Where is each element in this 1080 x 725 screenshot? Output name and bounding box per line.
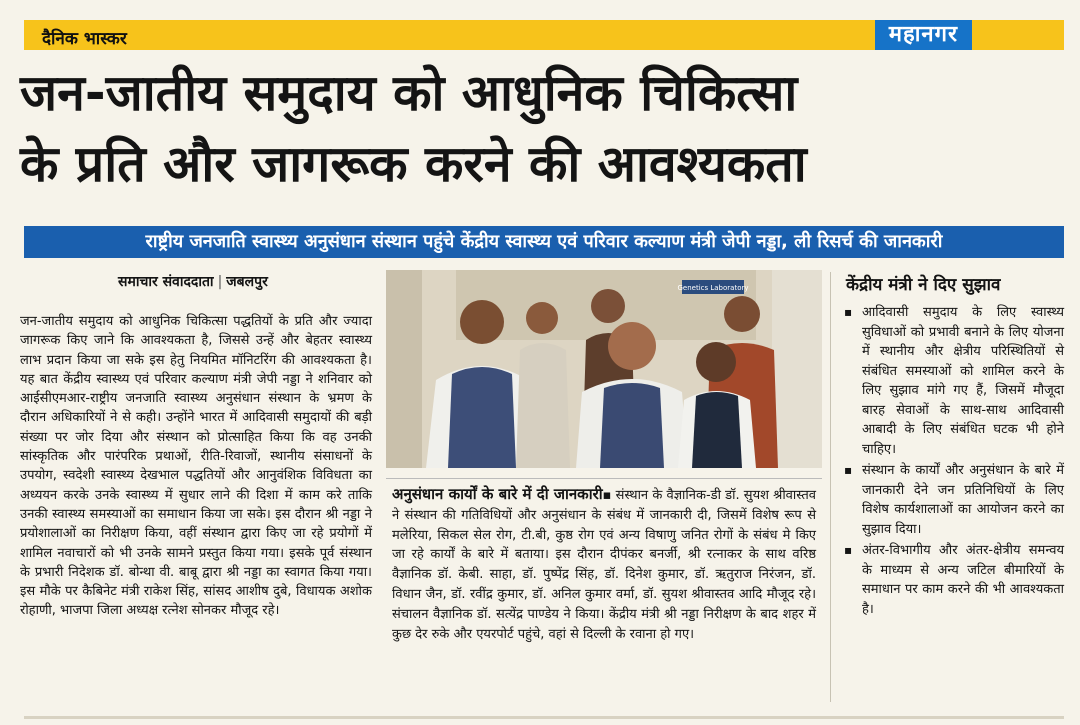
byline-separator: | xyxy=(217,274,223,290)
caption-lead: अनुसंधान कार्यों के बारे में दी जानकारी xyxy=(392,485,603,503)
paper-name: दैनिक भास्कर xyxy=(42,29,127,49)
caption-text: संस्थान के वैज्ञानिक-डी डॉ. सुयश श्रीवास्तव ने संस्थान की गतिविधियों और अनुसंधान के संबंध में जानकारी दी, जिसमें विशेष रूप से मलेरिया, सिकल सेल रोग, टी.बी, कुष्ठ रोग एवं अन्य विषाणु जनित रोगों के संबंध मे किए जा रहे कार्यों के बारे में बताया। इस दौरान दीपंकर बनर्जी, श्री रत्नाकर के साथ वरिष्ठ वैज्ञानिक डॉ. केबी. साहा, डॉ. पुष्पेंद्र सिंह, डॉ. दिनेश कुमार, डॉ. ऋतुराज निरंजन, डॉ. विधान जैन, डॉ. रवींद्र कुमार, डॉ. अनिल कुमार वर्मा, डॉ. सुयश श्रीवास्तव आदि मौजूद रहे। संचालन वैज्ञानिक डॉ. सत्येंद्र पाण्डेय ने किया। केंद्रीय मंत्री श्री नड्डा निरीक्षण के बाद शहर में कुछ देर रुके और एयरपोर्ट पहुंचे, वहां से दिल्ली के रवाना हो गए। xyxy=(392,488,816,642)
photo-caption xyxy=(386,478,822,650)
article-body: जन-जातीय समुदाय को आधुनिक चिकित्सा पद्धतियों के प्रति और ज्यादा जागरूक किए जाने कि आवश्यकता है, जिससे उन्हें और बेहतर स्वास्थ्य लाभ प्रदान किया जा सके इस हेतु नियमित मॉनिटरिंग की आवश्यकता है। यह बात केंद्रीय स्वास्थ्य एवं परिवार कल्याण मंत्री जेपी नड्डा ने शनिवार को आईसीएमआर-राष्ट्रीय जनजाति स्वास्थ्य अनुसंधान संस्थान के भ्रमण के दौरान अधिकारियों ने से कही। उन्होंने भारत में आदिवासी समुदायों की बड़ी संख्या पर जोर दिया और संस्थान को प्रोत्साहित किया कि वह उनकी सांस्कृतिक और पारंपरिक प्रथाओं, रीति-रिवाजों, स्थानीय संसाधनों के उपयोग, स्वदेशी स्वास्थ्य देखभाल पद्धतियों और आनुवंशिक विविधता का अध्ययन करके उनके स्वास्थ्य में सुधार लाने की दिशा में काम करे ताकि उनकी स्वास्थ्य समस्याओं का समाधान किया जा सके। इस दौरान श्री नड्डा ने प्रयोशालाओं का निरीक्षण किया, वहीं संस्थान द्वारा किए जा रहे प्रयोगों में शामिल नवाचारों को भी उनके सामने प्रस्तुत किया गया। इसके पूर्व संस्थान के प्रभारी निदेशक डॉ. बोन्था वी. बाबू द्वारा श्री नड्डा का स्वागत किया गया। इस मौके पर कैबिनेट मंत्री राकेश सिंह, सांसद आशीष दुबे, विधायक अशोक रोहाणी, भाजपा जिला अध्यक्ष रत्नेश सोनकर मौजूद रहे। xyxy=(20,314,372,619)
section-tag: महानगर xyxy=(875,20,972,50)
reporter-name: समाचार संवाददाता xyxy=(118,274,214,290)
byline-city: जबलपुर xyxy=(226,274,268,290)
sidebar-point: ▪ संस्थान के कार्यों और अनुसंधान के बारे में जानकारी देने जन प्रतिनिधियों के लिए विशेष कार्यशालाओं का आयोजन करने का सुझाव दिया। xyxy=(838,461,1064,539)
photo-illustration xyxy=(386,270,822,468)
lab-sign: Genetics Laboratory xyxy=(677,284,749,292)
news-photo xyxy=(386,270,822,468)
sidebar-title: केंद्रीय मंत्री ने दिए सुझाव xyxy=(846,275,1001,295)
sidebar-point: ▪ अंतर-विभागीय और अंतर-क्षेत्रीय समन्वय के माध्यम से अन्य जटिल बीमारियों के समाधान पर काम करने की भी आवश्यकता है। xyxy=(838,541,1064,619)
caption-bullet: ▪ xyxy=(602,488,616,503)
sidebar-point: ▪ आदिवासी समुदाय के लिए स्वास्थ्य सुविधाओं को प्रभावी बनाने के लिए योजना में स्थानीय और क्षेत्रीय परिस्थितियों से संबंधित समस्याओं को शामिल करने के लिए सुझाव मांगे गए हैं, जिसमें मौजूदा बारह सेवाओं के साथ-साथ आदिवासी आबादी के लिए संबंधित घटक भी होने चाहिए। xyxy=(838,303,1064,459)
headline-line-1: जन-जातीय समुदाय को आधुनिक चिकित्सा xyxy=(20,64,798,122)
bottom-rule xyxy=(24,716,1064,719)
headline xyxy=(20,58,1068,200)
subheadline: राष्ट्रीय जनजाति स्वास्थ्य अनुसंधान संस्थान पहुंचे केंद्रीय स्वास्थ्य एवं परिवार कल्याण मंत्री जेपी नड्डा, ली रिसर्च की जानकारी xyxy=(24,226,1064,258)
sidebar-box xyxy=(838,272,1064,621)
column-divider xyxy=(830,272,831,702)
headline-line-2: के प्रति और जागरूक करने की आवश्यकता xyxy=(20,135,807,193)
sidebar-list xyxy=(838,303,1064,619)
byline xyxy=(118,272,268,291)
masthead-bar xyxy=(24,20,1064,50)
